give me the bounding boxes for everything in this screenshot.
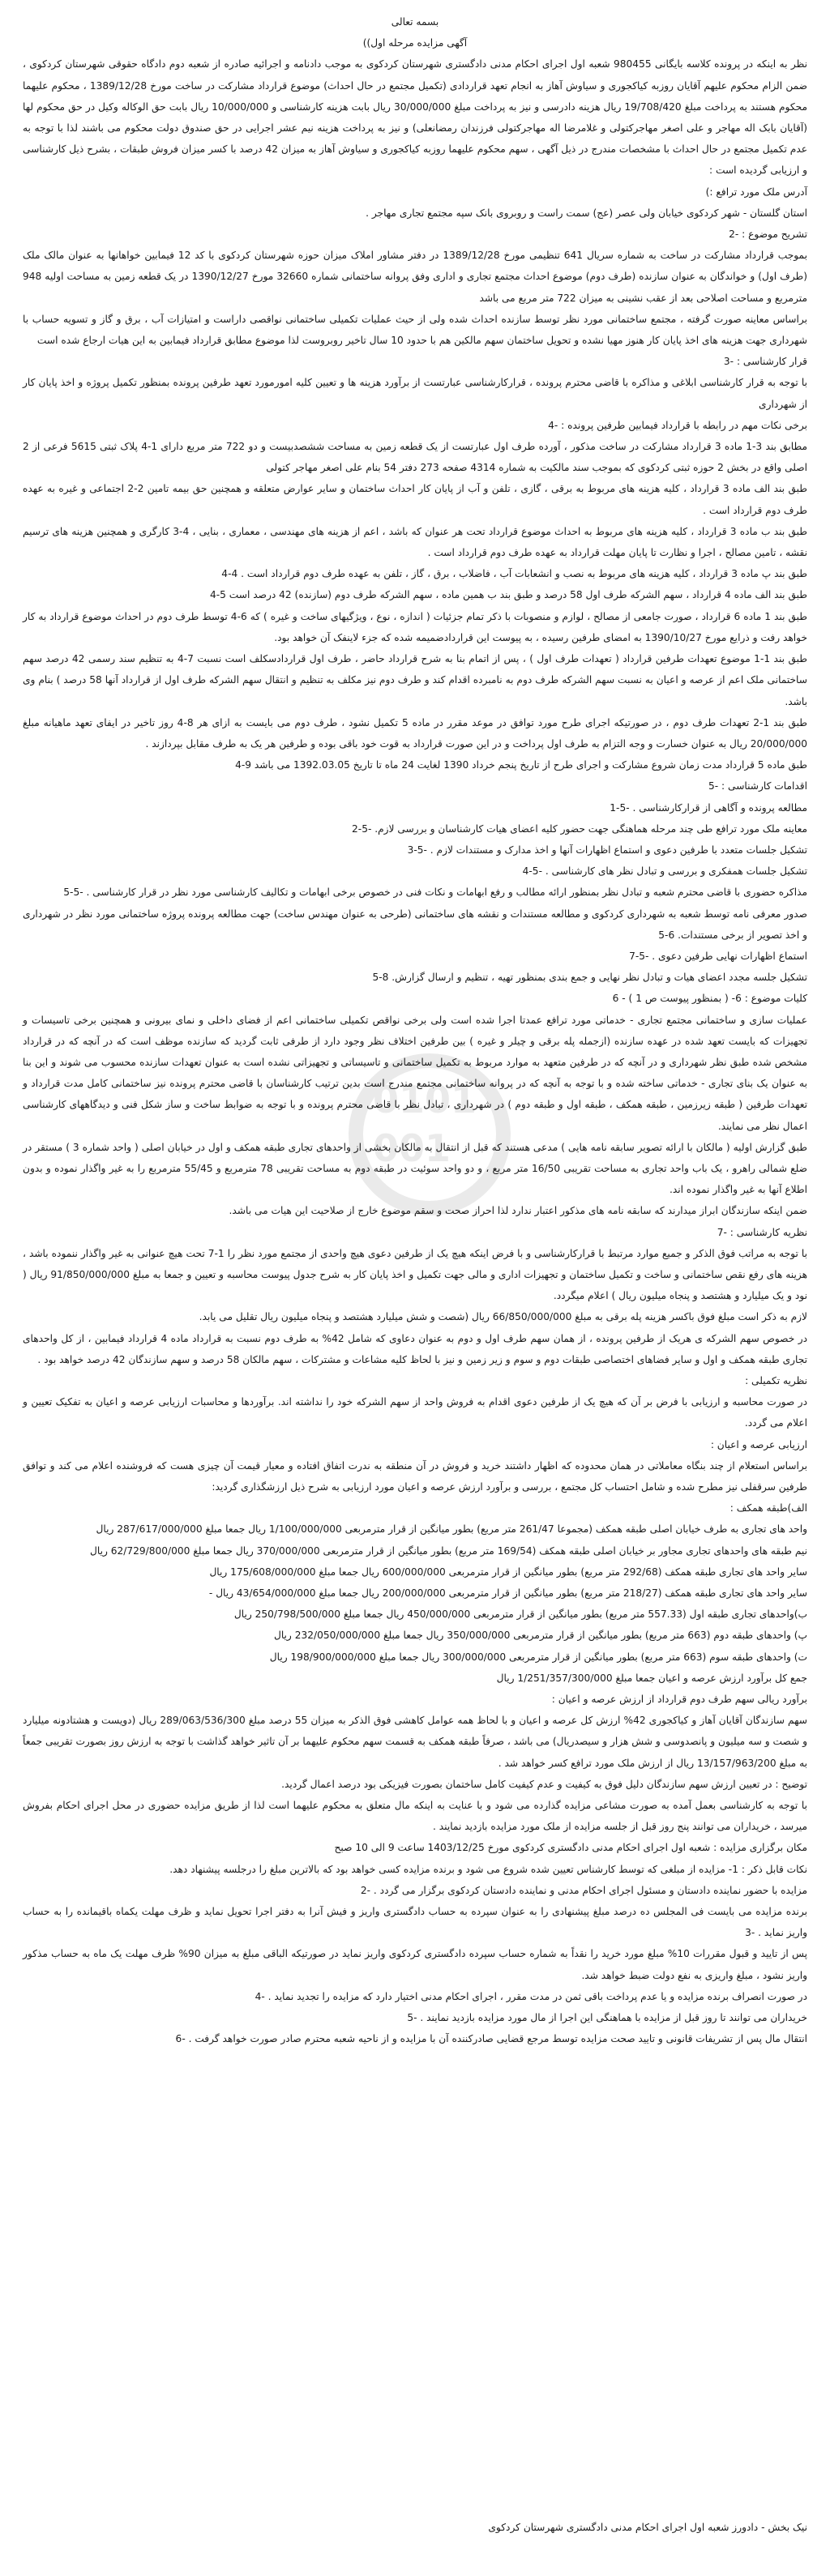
notice-paragraph: طبق ماده 5 قرارداد مدت زمان شروع مشارکت و اجرای طرح از تاریخ پنجم خرداد 1390 لغایت 24 ماه تا تاریخ 1392.03.05 می باشد 9-4: [235, 759, 807, 771]
notice-paragraph: در صورت انصراف برنده مزایده و یا عدم پرداخت باقی ثمن در مدت مقرر ، اجرای احکام مدنی اختیار دارد که مزایده را تجدید نماید . -4: [255, 1990, 807, 2002]
notice-paragraph: تشکیل جلسات همفکری و بررسی و تبادل نظر های کارشناسی . -5-4: [522, 865, 807, 878]
notice-paragraph: طبق بند الف ماده 3 قرارداد ، کلیه هزینه های مربوط به برقی ، گازی ، تلفن و آب از پایان کار احداث ساختمان و سایر عوارض متعلقه و همچنین حق بیمه تامین 2-2 اجتماعی و غیره به عهده طرف دوم قرارداد است .: [23, 483, 807, 516]
notice-paragraph: عملیات سازی و ساختمانی مجتمع تجاری - خدماتی مورد ترافع عمدتا اجرا شده است ولی برخی نواقص تکمیلی ساختمانی اعم از فضای داخلی و نمای بیرونی و همچنین برخی تاسیسات و تجهیزات که بایست تعهد شده در عهده سازنده (ازجمله پله برقی و چیلر و غیره ) بین طرفین اختلاف نظر وجود دارد از طرفی ثابت گردید که سازنده موظف است که در آنچه که در قرارداد مشخص شده طبق نظر شهرداری و در آنچه که در طرفین متعهد به موارد مربوط به تکمیل ساختمانی و تاسیساتی و تجهیزاتی نشده است به عنوان تعهدات سازنده محسوب می شوند و این بنا به عنوان یک بنای تجاری - خدماتی ساخته شده و با توجه به آنچه که در پروانه ساختمانی مجتمع مندرج است بدین ترتیب کارشناسان با قاضی محترم پرونده نیز ساختمانی کامل مدت قرارداد و تعهدات طرفین ( طبقه زیرزمین ، طبقه همکف ، طبقه اول و طبقه دوم ) در شهرداری ، تبادل نظر با قاضی محترم پرونده و با توجه به ضوابط ساخت و ساز شکل فنی و دیدگاههای کارشناسی اعمال نظر می نمایند.: [23, 1014, 807, 1132]
notice-paragraph: تشکیل جلسه مجدد اعضای هیات و تبادل نظر نهایی و جمع بندی بمنظور تهیه ، تنظیم و ارسال گزارش. 8-5: [372, 972, 807, 984]
notice-paragraph: پس از تایید و قبول مقررات 10% مبلغ مورد خرید را نقداً به شماره حساب سپرده دادگستری کردکوی واریز نماید در صورتیکه الباقی مبلغ به میزان 90% ظرف مهلت یک ماه به حساب مذکور واریز نشود ، مبلغ واریزی به نفع دولت ضبط خواهد شد.: [23, 1948, 807, 1981]
stamp-number-1: 0101: [373, 1078, 477, 1121]
notice-paragraph: با توجه به کارشناسی بعمل آمده به صورت مشاعی مزایده گذارده می شود و با عنایت به اینکه مال متعلق به محکوم علیهما است لذا از طریق مزایده حضوری در محل اجرای احکام بفروش میرسد ، خریداران می توانند پنج روز قبل از جلسه مزایده از ملک مورد مزایده بازدید نمایند .: [23, 1800, 807, 1833]
notice-paragraph: طبق بند پ ماده 3 قرارداد ، کلیه هزینه های مربوط به نصب و انشعابات آب ، فاضلاب ، برق ، گاز ، تلفن به عهده طرف دوم قرارداد است . 4-4: [221, 568, 807, 580]
notice-paragraph: خریداران می توانند تا روز قبل از مزایده با هماهنگی این اجرا از مال مورد مزایده بازدید نمایند . -5: [407, 2012, 807, 2024]
notice-paragraph: مطالعه پرونده و آگاهی از قرارکارشناسی . -5-1: [610, 801, 807, 814]
notice-paragraph: ارزیابی عرصه و اعیان :: [710, 1438, 807, 1450]
notice-paragraph: استان گلستان - شهر کردکوی خیابان ولی عصر (عج) سمت راست و روبروی بانک سپه مجتمع تجاری مهاجر .: [366, 207, 807, 219]
notice-paragraph: صدور معرفی نامه توسط شعبه به شهرداری کردکوی و مطالعه مستندات و نقشه های ساختمانی (طرحی به عنوان مهندس ساخت) جهت مطالعه پرونده پروژه ساختمانی مورد نظر در شهرداری و اخذ تصویر از برخی مستندات. 6-5: [23, 908, 807, 941]
notice-paragraph: براساس معاینه صورت گرفته ، مجتمع ساختمانی مورد نظر توسط سازنده احداث شده ولی از حیث عملیات تکمیلی ساختمانی نواقصی داراست و امتیازات آب ، برق و گاز و تسویه حساب با شهرداری جهت هزینه های اخذ پایان کار هنوز مهیا نشده و تحویل ساختمان سهم مالکین هم با حدود 10 سال تاخیر روبروست لذا موضوع مطابق قرارداد فیمابین به این هیات ارجاع شده است: [23, 313, 807, 347]
notice-paragraph: برنده مزایده می بایست فی المجلس ده درصد مبلغ پیشنهادی را به عنوان سپرده به حساب دادگستری واریز و فیش آنرا به دفتر اجرا تحویل نماید و ظرف مهلت یکماه باقیمانده را به حساب واریز نماید . -3: [23, 1906, 807, 1939]
notice-paragraph: طبق بند ب ماده 3 قرارداد ، کلیه هزینه های مربوط به احداث موضوع قرارداد تحت هر عنوان که باشد ، اعم از هزینه های مهندسی ، معماری ، بنایی ، 4-3 کارگری و همچنین هزینه های ترسیم نقشه ، تامین مصالح ، اجرا و نظارت تا پایان مهلت قرارداد به عهده طرف دوم قرارداد است .: [23, 525, 807, 559]
notice-title: آگهی مزایده مرحله اول)): [362, 37, 468, 49]
notice-paragraph: ضمن اینکه سازندگان ابراز میدارند که سابقه نامه های مذکور اعتبار ندارد لذا احراز صحت و سقم موضوع خارج از صلاحیت این هیات می باشد.: [229, 1205, 807, 1217]
notice-paragraph: سهم سازندگان آقایان آهاز و کیاکجوری 42% ارزش کل عرصه و اعیان و با لحاظ همه عوامل کاهشی فوق الذکر به میزان 55 درصد مبلغ 289/063/536/300 ریال (دویست و هشتادونه میلیارد و شصت و سه میلیون و پانصدوسی و شش هزار و سیصدریال) می باشد ، صرفاً طبقه همکف به قسمت سهم محکوم علیهما بر آن تاثیر خواهد گذاشت با توجه به ارزش روز بصورت تقریبی جمعاً به مبلغ 13/157/963/200 ریال از ارزش ملک مورد ترافع کسر خواهد شد .: [23, 1715, 807, 1769]
notice-paragraph: نظریه تکمیلی :: [745, 1375, 807, 1386]
notice-paragraph: در صورت محاسبه و ارزیابی با فرض بر آن که هیچ یک از طرفین دعوی اقدام به فروش واحد از سهم الشرکه خود را نداشته اند. برآوردها و محاسبات ارزیابی عرصه و اعیان به تفکیک تعیین و اعلام می گردد.: [23, 1396, 807, 1429]
notice-paragraph: نظریه کارشناسی : -7: [717, 1226, 807, 1238]
notice-paragraph: طبق بند الف ماده 4 قرارداد ، سهم الشرکه طرف اول 58 درصد و طبق بند ب همین ماده ، سهم الشرکه طرف دوم (سازنده) 42 درصد است 5-4: [209, 589, 807, 601]
notice-paragraph: در خصوص سهم الشرکه ی هریک از طرفین پرونده ، از همان سهم طرف اول و دوم به عنوان دعاوی که شامل 42% به طرف دوم نسبت به قرارداد ماده 4 قرارداد فیمابین ، از کل واحدهای تجاری طبقه همکف و اول و سایر فضاهای اختصاصی طبقات دوم و سوم و زیر زمین و نیز با لحاظ کلیه مشاعات و مشترکات ، سهم مالکان 58 درصد و سهم سازندگان 42 درصد خواهد بود .: [23, 1332, 808, 1365]
notice-paragraph: مکان برگزاری مزایده : شعبه اول اجرای احکام مدنی دادگستری کردکوی مورخ 1403/12/25 ساعت 9 الی 10 صبح: [334, 1842, 807, 1854]
notice-paragraph: ت) واحدهای طبقه سوم (663 متر مربع) بطور میانگین از قرار مترمربعی 300/000/000 ریال جمعا مبلغ 198/900/000/000 ریال: [269, 1651, 807, 1663]
notice-paragraph: استماع اظهارات نهایی طرفین دعوی . -5-7: [629, 950, 807, 962]
notice-paragraph: تشریح موضوع : -2: [729, 229, 807, 241]
notice-paragraph: تشکیل جلسات متعدد با طرفین دعوی و استماع اظهارات آنها و اخذ مدارک و مستندات لازم . -5-3: [407, 844, 807, 856]
notice-paragraph: برآورد ریالی سهم طرف دوم قرارداد از ارزش عرصه و اعیان :: [551, 1694, 807, 1706]
notice-paragraph: نکات قابل ذکر : 1- مزایده از مبلغی که توسط کارشناس تعیین شده شروع می شود و برنده مزایده کسی خواهد بود که بالاترین مبلغ را درجلسه پیشنهاد دهد.: [169, 1863, 807, 1875]
notice-paragraph: مزایده با حضور نماینده دادستان و مسئول اجرای احکام مدنی و نماینده دادستان کردکوی برگزار می گردد . -2: [360, 1884, 807, 1896]
notice-paragraph: سایر واحد های تجاری طبقه همکف (218/27 متر مربع) بطور میانگین از قرار مترمربعی 200/000/000 ریال جمعا مبلغ 43/654/000/000 ریال -: [208, 1587, 807, 1600]
notice-paragraph: ب)واحدهای تجاری طبقه اول (557.33 متر مربع) بطور میانگین از قرار مترمربعی 450/000/000 ریال جمعا مبلغ 250/798/500/000 ریال: [233, 1608, 807, 1621]
notice-paragraph: با توجه به مراتب فوق الذکر و جمیع موارد مرتبط با قرارکارشناسی و با فرض اینکه هیچ یک از طرفین دعوی هیچ واحدی از مجتمع مورد نظر را 1-7 تحت هیچ عنوانی به غیر واگذار ننموده باشد ، هزینه های رفع نقص ساختمانی و ساخت و تکمیل ساختمان و تجهیزات اداری و مالی جهت تکمیل و اخذ پایان کار به شرح جدول پیوست محاسبه و تعیین و جمعا به مبلغ 91/850/000/000 ریال ( نود و یک میلیارد و هشتصد و پنجاه میلیون ریال ) اعلام میگردد.: [23, 1247, 807, 1302]
stamp-number-2: 001: [373, 1126, 451, 1170]
notice-body: [23, 53, 807, 2049]
notice-paragraph: معاینه ملک مورد ترافع طی چند مرحله هماهنگی جهت حضور کلیه اعضای هیات کارشناسان و بررسی لازم. -5-2: [352, 822, 807, 835]
notice-paragraph: اقدامات کارشناسی : -5: [708, 780, 807, 792]
notice-paragraph: پ) واحدهای طبقه دوم (663 متر مربع) بطور میانگین از قرار مترمربعی 350/000/000 ریال جمعا مبلغ 232/050/000/000 ریال: [273, 1630, 807, 1642]
notice-paragraph: جمع کل برآورد ارزش عرصه و اعیان جمعا مبلغ 1/251/357/300/000 ریال: [496, 1672, 807, 1684]
notice-paragraph: کلیات موضوع : 6- ( بمنظور پیوست ص 1 ) - 6: [612, 993, 807, 1005]
page-heading: بسمه تعالی: [391, 16, 439, 28]
notice-paragraph: با توجه به قرار کارشناسی ابلاغی و مذاکره با قاضی محترم پرونده ، قرارکارشناسی عبارتست از برآورد هزینه ها و تعیین کلیه امورمورد تعهد طرفین پرونده بمنظور تکمیل پروژه و اخذ پایان کار از شهرداری: [23, 377, 807, 410]
notice-paragraph: برخی نکات مهم در رابطه با قرارداد فیمابین طرفین پرونده : -4: [548, 419, 807, 431]
notice-paragraph: لازم به ذکر است مبلغ فوق باکسر هزینه پله برقی به مبلغ 66/850/000/000 ریال (شصت و شش میلیارد هشتصد و پنجاه میلیون ریال تقلیل می یابد.: [199, 1311, 807, 1323]
notice-paragraph: نظر به اینکه در پرونده کلاسه بایگانی 980455 شعبه اول اجرای احکام مدنی دادگستری شهرستان کردکوی به موجب دادنامه و اجرائیه صادره از شعبه دوم دادگاه حقوقی شهرستان کردکوی ، ضمن الزام محکوم علیهم آقایان روزبه کیاکجوری و سیاوش آهاز به انجام تعهد قراردادی (تکمیل مجتمع در حال احداث) موضوع قرارداد مشارکت در ساخت مورخ 1389/12/28 ، محکوم علیهما محکوم هستند به پرداخت مبلغ 19/708/420 ریال هزینه دادرسی و نیز به پرداخت مبلغ 30/000/000 ریال بابت هزینه کارشناسی و 10/000/000 ریال بابت حق الوکاله وکیل در حق محکوم لها (آقایان بابک اله مهاجر و علی اصغر مهاجرکتولی و غلامرضا اله مهاجرکتولی فرزندان رمضانعلی) و نیز به پرداخت هزینه نیم عشر اجرایی در حق صندوق دولت محکوم می باشند لذا با توجه به عدم تکمیل مجتمع در حال احداث با مشخصات مندرج در ذیل آگهی ، سهم محکوم علیهما روزبه کیاکجوری و سیاوش آهاز به میزان 42 درصد با کسر میزان فروش طبقات ، بشرح ذیل کارشناسی و ارزیابی گردیده است :: [23, 58, 807, 177]
notice-paragraph: مذاکره حضوری با قاضی محترم شعبه و تبادل نظر بمنظور ارائه مطالب و رفع ابهامات و نکات فنی در خصوص برخی ابهامات و تکالیف کارشناسی مورد نظر در قرار کارشناسی . -5-5: [63, 886, 807, 899]
notice-paragraph: طبق بند 1-2 تعهدات طرف دوم ، در صورتیکه اجرای طرح مورد توافق در موعد مقرر در ماده 5 تکمیل نشود ، طرف دوم می بایست به ازای هر 8-4 روز تاخیر در ایفای تعهد ماهیانه مبلغ 20/000/000 ریال به عنوان خسارت و وجه التزام به طرف اول پرداخت و در این صورت قرارداد به قوت خود باقی بوده و طرفین هر یک به طرف مقابل بپردازند .: [23, 716, 807, 750]
notice-paragraph: سایر واحد های تجاری طبقه همکف (292/68 متر مربع) بطور میانگین از قرار مترمربعی 600/000/000 ریال جمعا مبلغ 175/608/000/000 ریال: [209, 1566, 807, 1578]
notice-paragraph: انتقال مال پس از تشریفات قانونی و تایید صحت مزایده توسط مرجع قضایی صادرکننده آن با مزایده و از ناحیه شعبه محترم صادر صورت خواهد گرفت . -6: [175, 2033, 807, 2045]
notice-paragraph: طبق گزارش اولیه ( مالکان با ارائه تصویر سابقه نامه هایی ) مدعی هستند که قبل از انتقال به مالکان بخشی از واحدهای تجاری طبقه همکف و اول در خیابان اصلی ( واحد شماره 3 ) مستقر در ضلع شمالی راهرو ، یک باب واحد تجاری به مساحت تقریبی 16/50 متر مربع ، و دو واحد سوئیت در طبقه دوم به مساحت تقریبی 78 مترمربع و 55/45 مترمربع را به غیر واگذار نموده و بدون اطلاع آنها به غیر واگذار نموده اند.: [23, 1141, 807, 1196]
notice-paragraph: مطابق بند 3-1 ماده 3 قرارداد مشارکت در ساخت مذکور ، آورده طرف اول عبارتست از یک قطعه زمین به مساحت ششصدبیست و دو 722 متر مربع دارای 1-4 پلاک ثبتی 5615 فرعی از 2 اصلی واقع در بخش 2 حوزه ثبتی کردکوی که بموجب سند مالکیت به شماره 4314 صفحه 273 دفتر 54 بنام علی اصغر مهاجر کتولی: [23, 441, 807, 474]
notice-paragraph: الف)طبقه همکف :: [729, 1502, 807, 1514]
notice-paragraph: نیم طبقه های واحدهای تجاری مجاور بر خیابان اصلی طبقه همکف (169/54 متر مربع) بطور میانگین از قرار مترمربعی 370/000/000 ریال جمعا مبلغ 62/729/800/000 ریال: [90, 1544, 807, 1557]
notice-paragraph: قرار کارشناسی : -3: [723, 356, 807, 368]
notice-paragraph: بموجب قرارداد مشارکت در ساخت به شماره سریال 641 تنظیمی مورخ 1389/12/28 در دفتر مشاور املاک میزان حوزه شهرستان کردکوی با کد 12 فیمابین خواهانها به عنوان مالک ملک (طرف اول) و خواندگان به عنوان سازنده (طرف دوم) موضوع احداث مجتمع تجاری و اداری وفق پروانه ساختمانی شماره 32660 مورخ 1390/12/27 در یک قطعه زمین به مساحت اولیه 948 مترمربع و مساحت اصلاحی بعد از عقب نشینی به میزان 722 متر مربع می باشد: [23, 250, 807, 304]
signature-line: نیک بخش - دادورز شعبه اول اجرای احکام مدنی دادگستری شهرستان کردکوی: [488, 2522, 807, 2533]
notice-paragraph: آدرس ملک مورد ترافع :): [705, 186, 807, 198]
notice-paragraph: توضیح : در تعیین ارزش سهم سازندگان دلیل فوق به کیفیت و عدم کیفیت کامل ساختمان بصورت فیزیکی بود درصد اعمال گردید.: [281, 1778, 807, 1790]
notice-paragraph: براساس استعلام از چند بنگاه معاملاتی در همان محدوده که اظهار داشتند خرید و فروش در آن منطقه به ندرت اتفاق افتاده و معیار قیمت آن چیزی هست که فروشنده اعلام می کند و توافق طرفین سرقفلی نیز مطرح شده و شامل احتساب کل مجتمع ، بررسی و برآورد ارزش عرصه و اعیان مورد ارزیابی به شرح ذیل ارزشگذاری گردید:: [23, 1459, 807, 1493]
notice-paragraph: طبق بند 1 ماده 6 قرارداد ، صورت جامعی از مصالح ، لوازم و منصوبات با ذکر تمام جزئیات ( اندازه ، نوع ، ویژگیهای ساخت و غیره ) که 6-4 توسط طرف دوم در احداث موضوع قرارداد به کار خواهد رفت و ذرایع مورخ 1390/10/27 به امضای طرفین رسیده ، به پیوست این قراردادضمیمه شده که جزء لاینفک آن خواهد بود.: [23, 610, 807, 643]
notice-paragraph: واحد های تجاری به طرف خیابان اصلی طبقه همکف (مجموعا 261/47 متر مربع) بطور میانگین از قرار مترمربعی 1/100/000/000 ریال جمعا مبلغ 287/617/000/000 ریال: [96, 1523, 807, 1536]
notice-paragraph: طبق بند 1-1 موضوع تعهدات طرفین قرارداد ( تعهدات طرف اول ) ، پس از اتمام بنا به شرح قرارداد حاضر ، طرف اول قراردادسکلف است نسبت 7-4 به تنظیم سند رسمی 42 درصد سهم ساختمانی ملک اعم از عرصه و اعیان به نسبت سهم الشرکه طرف دوم به نامبرده اقدام کند و طرف دوم نیز مکلف به تنظیم و انتقال سهم الشرکه طرف اول از قرارداد آنها 58 درصد ) بنام وی باشد.: [23, 653, 807, 707]
